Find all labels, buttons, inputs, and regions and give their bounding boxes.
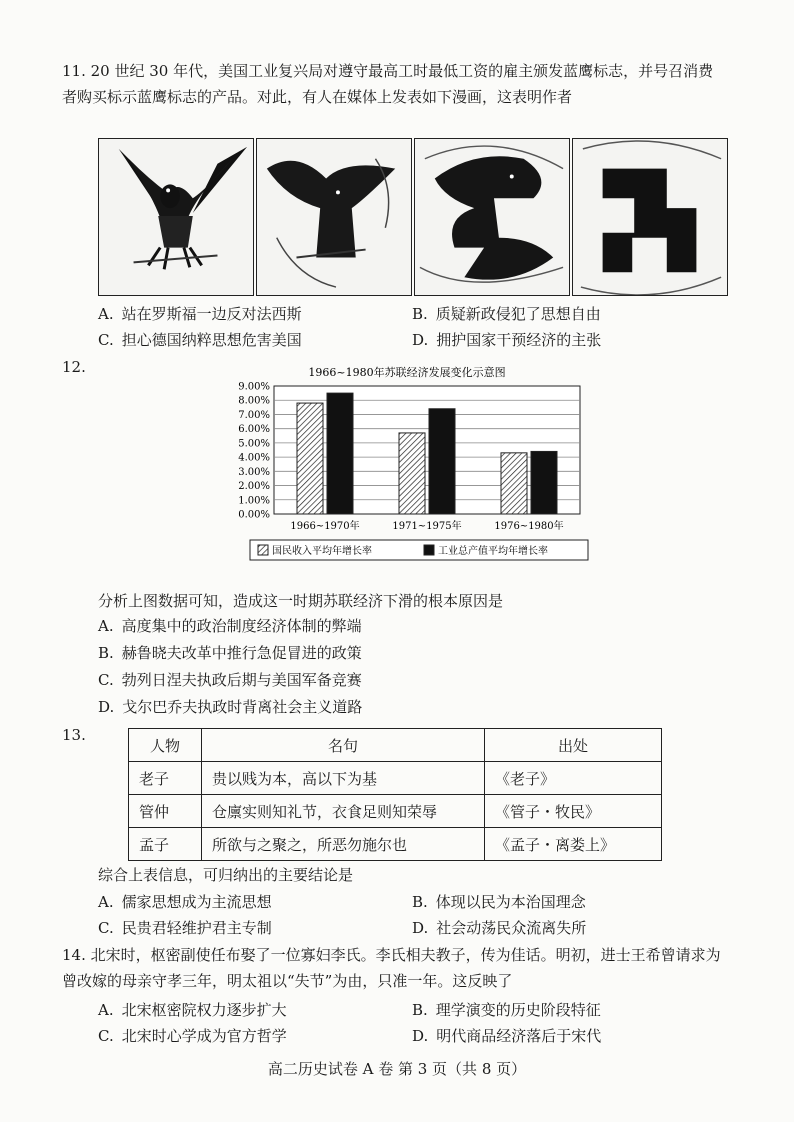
q11-option-d[interactable]: D. 拥护国家干预经济的主张: [412, 331, 602, 349]
eagle-cartoon-strip: [98, 138, 730, 296]
q14-option-c[interactable]: C. 北宋时心学成为官方哲学: [98, 1027, 287, 1045]
x-tick-label: 1976~1980年: [494, 521, 564, 532]
table-header-row: [129, 729, 662, 762]
q11-number: 11.: [62, 62, 86, 80]
q13-quote-table: [128, 728, 662, 861]
table-cell: 贵以贱为本，高以下为基: [202, 762, 485, 795]
q11-option-a[interactable]: A. 站在罗斯福一边反对法西斯: [98, 305, 302, 323]
table-cell: 所欲与之聚之，所恶勿施尔也: [202, 828, 485, 861]
y-tick-label: 7.00%: [238, 409, 270, 421]
bar-national-income-0: [297, 403, 323, 514]
table-cell: 孟子: [129, 828, 202, 861]
ussr-economy-chart: [222, 362, 592, 572]
table-cell: 《老子》: [485, 762, 662, 795]
q14-option-d[interactable]: D. 明代商品经济落后于宋代: [412, 1027, 602, 1045]
q13-option-c[interactable]: C. 民贵君轻维护君主专制: [98, 919, 272, 937]
q11-option-b[interactable]: B. 质疑新政侵犯了思想自由: [412, 305, 601, 323]
q13-text: 综合上表信息，可归纳出的主要结论是: [98, 866, 354, 884]
cartoon-panel-3: [414, 138, 570, 296]
table-row: [129, 795, 662, 828]
eagle-icon: [99, 139, 253, 295]
q13-option-d[interactable]: D. 社会动荡民众流离失所: [412, 919, 587, 937]
page-footer: 高二历史试卷 A 卷 第 3 页（共 8 页）: [267, 1060, 527, 1078]
q12-option-b[interactable]: B. 赫鲁晓夫改革中推行急促冒进的政策: [98, 644, 362, 662]
q14-number: 14.: [62, 946, 86, 964]
table-cell: 管仲: [129, 795, 202, 828]
legend-label: 国民收入平均年增长率: [272, 546, 372, 557]
q13-option-a[interactable]: A. 儒家思想成为主流思想: [98, 893, 272, 911]
q12-option-d[interactable]: D. 戈尔巴乔夫执政时背离社会主义道路: [98, 698, 363, 716]
table-cell: 仓廪实则知礼节，衣食足则知荣辱: [202, 795, 485, 828]
y-tick-label: 3.00%: [238, 466, 270, 478]
y-tick-label: 5.00%: [238, 438, 270, 450]
q13-option-b[interactable]: B. 体现以民为本治国理念: [412, 893, 586, 911]
legend-swatch: [258, 545, 268, 555]
q13-number: 13.: [62, 726, 86, 744]
q12-text: 分析上图数据可知，造成这一时期苏联经济下滑的根本原因是: [98, 592, 504, 610]
y-tick-label: 1.00%: [238, 495, 270, 507]
table-cell: 《管子・牧民》: [485, 795, 662, 828]
table-row: [129, 762, 662, 795]
y-tick-label: 8.00%: [238, 395, 270, 407]
chart-svg: [222, 362, 592, 572]
y-tick-label: 4.00%: [238, 452, 270, 464]
legend-swatch: [424, 545, 434, 555]
q14-option-b[interactable]: B. 理学演变的历史阶段特征: [412, 1001, 601, 1019]
x-tick-label: 1966~1970年: [290, 521, 360, 532]
q12-option-c[interactable]: C. 勃列日涅夫执政后期与美国军备竞赛: [98, 671, 362, 689]
q13-stem: [98, 862, 758, 888]
bar-national-income-1: [399, 433, 425, 514]
q12-stem: [98, 588, 758, 614]
y-tick-label: 0.00%: [238, 509, 270, 521]
q11-option-c[interactable]: C. 担心德国纳粹思想危害美国: [98, 331, 302, 349]
y-tick-label: 6.00%: [238, 424, 270, 436]
bar-industrial-output-1: [429, 409, 455, 514]
table-cell: 《孟子・离娄上》: [485, 828, 662, 861]
q12-option-a[interactable]: A. 高度集中的政治制度经济体制的弊端: [98, 617, 362, 635]
bar-national-income-2: [501, 453, 527, 514]
cartoon-panel-1: [98, 138, 254, 296]
cartoon-panel-2: [256, 138, 412, 296]
q14-option-a[interactable]: A. 北宋枢密院权力逐步扩大: [98, 1001, 287, 1019]
table-cell: 老子: [129, 762, 202, 795]
table-row: [129, 828, 662, 861]
eagle-twisting-icon: [257, 139, 411, 295]
table-header-person: 人物: [129, 729, 202, 762]
y-tick-label: 9.00%: [238, 381, 270, 393]
q14-text: 北宋时，枢密副使任布娶了一位寡妇李氏。李氏相夫教子，传为佳话。明初，进士王希曾请求为曾改嫁的母亲守孝三年，明太祖以“失节”为由，只准一年。这反映了: [62, 946, 721, 990]
q11-stem: [62, 58, 722, 110]
table-header-quote: 名句: [202, 729, 485, 762]
y-tick-label: 2.00%: [238, 481, 270, 493]
x-tick-label: 1971~1975年: [392, 521, 462, 532]
bar-industrial-output-0: [327, 393, 353, 514]
cartoon-panel-4: [572, 138, 728, 296]
chart-title: 1966~1980年苏联经济发展变化示意图: [308, 366, 506, 379]
q14-stem: [62, 942, 722, 994]
q11-text: 20 世纪 30 年代，美国工业复兴局对遵守最高工时最低工资的雇主颁发蓝鹰标志，并号召消费者购买标示蓝鹰标志的产品。对此，有人在媒体上发表如下漫画，这表明作者: [62, 62, 714, 106]
swastika-icon: [573, 139, 727, 295]
q12-number: 12.: [62, 358, 86, 376]
eagle-swirl-icon: [415, 139, 569, 295]
table-header-source: 出处: [485, 729, 662, 762]
legend-label: 工业总产值平均年增长率: [438, 546, 548, 557]
bar-industrial-output-2: [531, 451, 557, 514]
